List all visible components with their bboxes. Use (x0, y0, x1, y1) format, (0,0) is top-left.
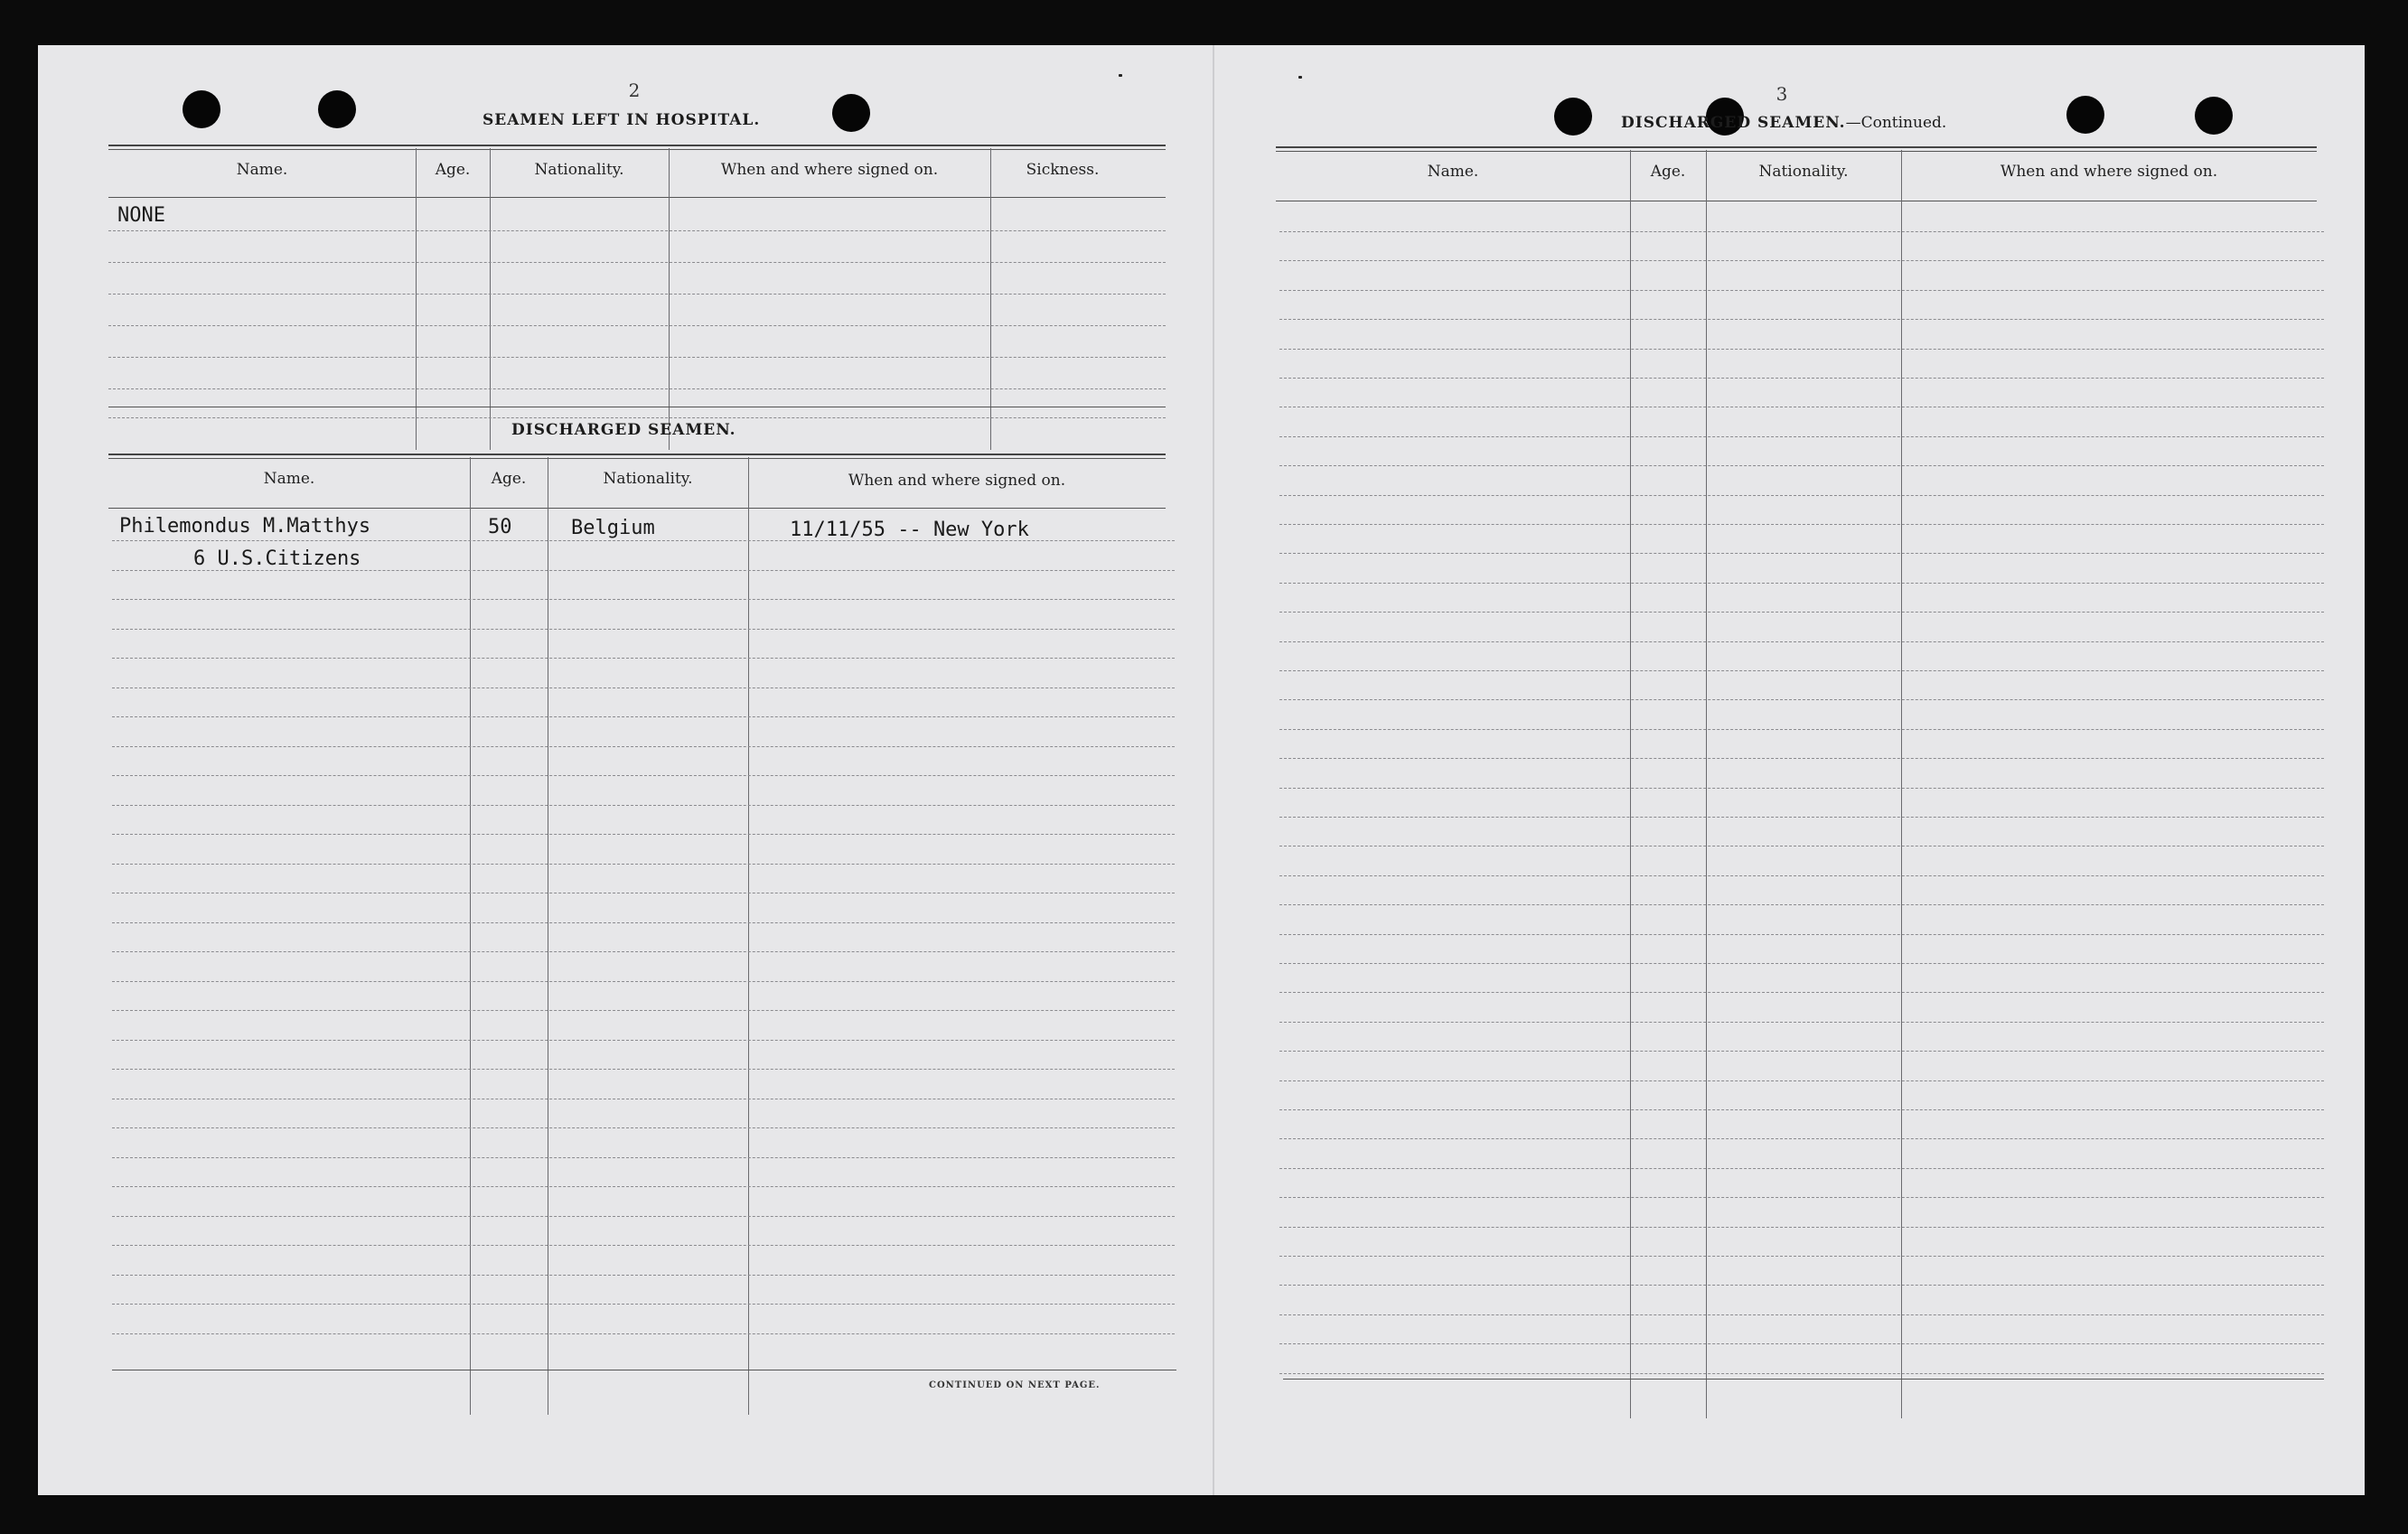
ruled-line (112, 1069, 1175, 1070)
ink-speck (1298, 76, 1302, 79)
hospital-header-name: Name. (236, 161, 288, 179)
ruled-line (112, 1304, 1175, 1305)
right-header-signed-on: When and where signed on. (2000, 163, 2218, 181)
right-col-divider (1630, 150, 1631, 1418)
ruled-line (1279, 1168, 2324, 1169)
ruled-line (1279, 670, 2324, 671)
right-header-nationality: Nationality. (1758, 163, 1849, 181)
ruled-line (112, 746, 1175, 747)
ruled-line (112, 1275, 1175, 1276)
discharged-header-signed-on: When and where signed on. (848, 472, 1066, 490)
punch-hole (183, 90, 220, 128)
ruled-line (112, 629, 1175, 630)
ruled-line (1279, 729, 2324, 730)
right-header-age: Age. (1650, 163, 1686, 181)
ruled-line (1279, 963, 2324, 964)
ruled-line (1279, 1285, 2324, 1286)
ruled-line (112, 570, 1175, 571)
ruled-line (1279, 992, 2324, 993)
discharged-section-title: DISCHARGED SEAMEN. (511, 421, 736, 439)
punch-hole (2195, 97, 2233, 135)
ruled-line (1279, 875, 2324, 876)
ruled-line (112, 1127, 1175, 1128)
ruled-line (108, 417, 1166, 418)
right-section-title-text: DISCHARGED SEAMEN. (1621, 114, 1846, 132)
ruled-line (1279, 1373, 2324, 1374)
ink-speck (1119, 74, 1122, 77)
ruled-line (1279, 904, 2324, 905)
ruled-line (112, 1040, 1175, 1041)
ruled-line (1279, 758, 2324, 759)
discharged-row-name: Philemondus M.Matthys (119, 515, 371, 538)
ruled-line (1279, 1138, 2324, 1139)
ruled-line (112, 864, 1175, 865)
ruled-line (112, 775, 1175, 776)
discharged-row-signed-on: 11/11/55 -- New York (790, 519, 1029, 541)
ruled-line (1279, 524, 2324, 525)
ruled-line (1279, 260, 2324, 261)
ruled-line (1279, 378, 2324, 379)
ruled-line (1279, 319, 2324, 320)
ruled-line (108, 325, 1166, 326)
hospital-header-sickness: Sickness. (1026, 161, 1100, 179)
ruled-line (112, 1186, 1175, 1187)
ruled-line (112, 1333, 1175, 1334)
ruled-line (1279, 788, 2324, 789)
punch-hole (832, 94, 870, 132)
ruled-line (1279, 612, 2324, 613)
ruled-line (112, 599, 1175, 600)
ruled-line (108, 262, 1166, 263)
discharged-row-nationality: Belgium (571, 517, 655, 539)
ruled-line (112, 805, 1175, 806)
hospital-header-rule (108, 197, 1166, 198)
discharged-top-rule (108, 454, 1166, 455)
ruled-line (1279, 1109, 2324, 1110)
right-bottom-rule (1283, 1379, 2324, 1380)
right-col-divider (1901, 150, 1902, 1418)
ruled-line (112, 922, 1175, 923)
ruled-line (112, 687, 1175, 688)
ruled-line (1279, 1080, 2324, 1081)
discharged-header-rule (108, 508, 1166, 509)
hospital-section-title: SEAMEN LEFT IN HOSPITAL. (483, 111, 761, 129)
ruled-line (1279, 641, 2324, 642)
ruled-line (1279, 1022, 2324, 1023)
hospital-col-divider (416, 148, 417, 450)
ruled-line (1279, 583, 2324, 584)
document-sheet (38, 45, 2365, 1495)
ruled-line (112, 1157, 1175, 1158)
ruled-line (112, 1010, 1175, 1011)
page-fold (1213, 45, 1214, 1495)
ruled-line (1279, 436, 2324, 437)
ruled-line (108, 294, 1166, 295)
right-section-title (1621, 114, 1946, 132)
ruled-line (108, 357, 1166, 358)
discharged-header-age: Age. (491, 470, 527, 488)
ruled-line (112, 716, 1175, 717)
ruled-line (1279, 290, 2324, 291)
ruled-line (1279, 1343, 2324, 1344)
right-section-title-suffix: —Continued. (1845, 114, 1947, 132)
ruled-line (112, 981, 1175, 982)
hospital-col-divider (669, 148, 670, 450)
hospital-entry: NONE (117, 204, 165, 227)
ruled-line (1279, 553, 2324, 554)
punch-hole (2066, 96, 2104, 134)
ruled-line (112, 540, 1175, 541)
ruled-line (1279, 465, 2324, 466)
continued-note: CONTINUED ON NEXT PAGE. (929, 1380, 1101, 1390)
page-number-left: 2 (628, 80, 641, 101)
hospital-header-signed-on: When and where signed on. (720, 161, 939, 179)
ruled-line (1279, 1256, 2324, 1257)
ruled-line (1279, 1314, 2324, 1315)
discharged-col-divider (470, 457, 471, 1415)
ruled-line (1279, 846, 2324, 847)
ruled-line (1279, 495, 2324, 496)
ruled-line (1279, 1227, 2324, 1228)
ruled-line (108, 230, 1166, 231)
ruled-line (1279, 231, 2324, 232)
discharged-row-age: 50 (488, 516, 512, 538)
ruled-line (112, 951, 1175, 952)
discharged-row-name: 6 U.S.Citizens (193, 547, 361, 570)
page-number-right: 3 (1776, 83, 1788, 105)
ruled-line (112, 1245, 1175, 1246)
ruled-line (112, 834, 1175, 835)
ruled-line (1279, 934, 2324, 935)
ruled-line (1279, 699, 2324, 700)
right-header-name: Name. (1427, 163, 1479, 181)
ruled-line (112, 658, 1175, 659)
ruled-line (1279, 1051, 2324, 1052)
punch-hole (318, 90, 356, 128)
ruled-line (112, 1216, 1175, 1217)
discharged-header-nationality: Nationality. (603, 470, 693, 488)
hospital-header-nationality: Nationality. (534, 161, 624, 179)
hospital-top-rule (108, 145, 1166, 146)
right-col-divider (1706, 150, 1707, 1418)
discharged-header-name: Name. (263, 470, 315, 488)
ruled-line (1279, 817, 2324, 818)
hospital-header-age: Age. (435, 161, 471, 179)
ruled-line (1279, 1197, 2324, 1198)
right-top-rule (1276, 146, 2317, 148)
hospital-col-divider (990, 148, 991, 450)
discharged-col-divider (748, 457, 749, 1415)
ruled-line (108, 388, 1166, 389)
ruled-line (1279, 349, 2324, 350)
punch-hole (1554, 98, 1592, 136)
hospital-col-divider (490, 148, 491, 450)
